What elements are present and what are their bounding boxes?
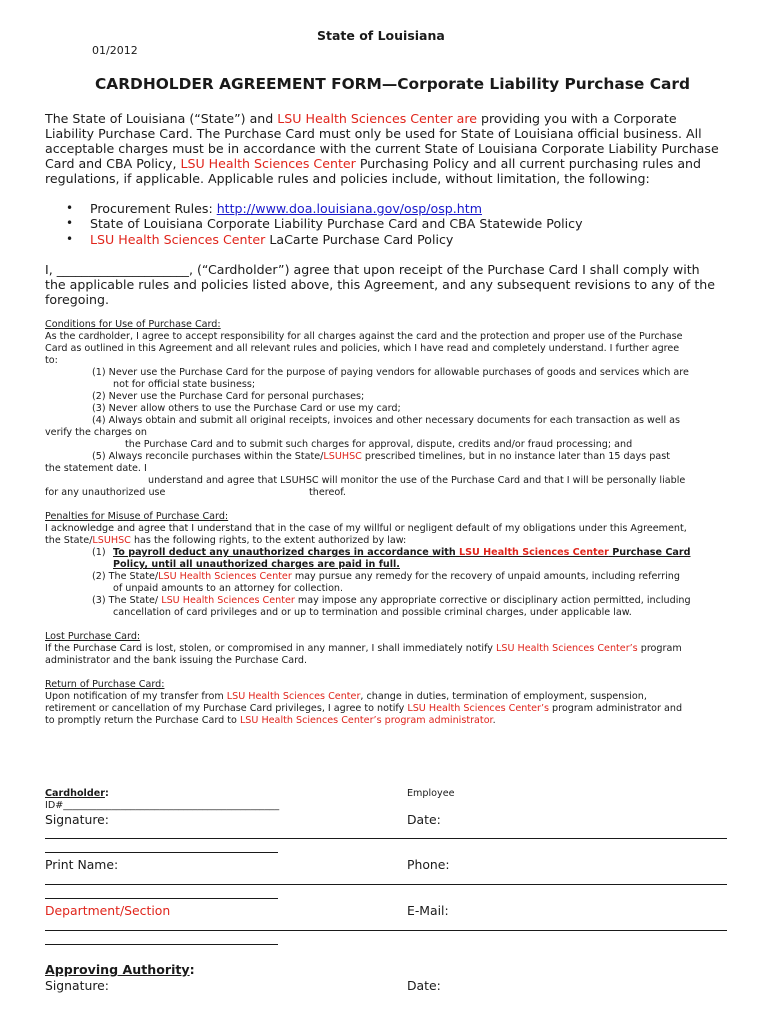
signature-line[interactable]: [45, 838, 727, 839]
email-label: E-Mail:: [407, 903, 449, 918]
penalties-line-2: the State/LSUHSC has the following rights, to the extent authorized by law:: [45, 535, 407, 546]
intro-line-4: Card and CBA Policy, LSU Health Sciences Center Purchasing Policy and all current purchasing rules and: [45, 156, 702, 171]
condition-4c: the Purchase Card and to submit such charges for approval, dispute, credits and/or fraud processing; and: [125, 439, 633, 450]
intro-line-5: regulations, if applicable. Applicable rules and policies include, without limitation, the following:: [45, 171, 650, 186]
lost-card-line-2: administrator and the bank issuing the Purchase Card.: [45, 655, 308, 666]
lost-card-heading: Lost Purchase Card:: [45, 631, 141, 642]
condition-1a: (1) Never use the Purchase Card for the purpose of paying vendors for allowable purchases of goods and services which are: [92, 367, 689, 378]
employee-id-field[interactable]: ID#_____________________________________________: [45, 800, 280, 811]
signature-line-continued[interactable]: [45, 852, 278, 853]
lost-card-line-1: If the Purchase Card is lost, stolen, or compromised in any manner, I shall immediately notify LSU Health Sciences Center’s program: [45, 643, 682, 654]
form-date: 01/2012: [92, 44, 138, 57]
penalty-3a: (3) The State/ LSU Health Sciences Center may impose any appropriate corrective or disciplinary action permitted, including: [92, 595, 691, 606]
bullet-statewide-policy: State of Louisiana Corporate Liability Purchase Card and CBA Statewide Policy: [90, 216, 583, 231]
signature-label: Signature:: [45, 812, 109, 827]
intro-line-2: Liability Purchase Card. The Purchase Card must only be used for State of Louisiana official business. All: [45, 126, 702, 141]
condition-4a: (4) Always obtain and submit all original receipts, invoices and other necessary documents for each transaction as well as: [92, 415, 681, 426]
intro-line-3: acceptable charges must be in accordance with the current State of Louisiana Corporate Liability Purchase: [45, 141, 719, 156]
return-card-line-3: to promptly return the Purchase Card to LSU Health Sciences Center’s program administrator.: [45, 715, 496, 726]
conditions-heading: Conditions for Use of Purchase Card:: [45, 319, 221, 330]
agreement-line-2: the applicable rules and policies listed above, this Agreement, and any subsequent revisions to any of the: [45, 277, 716, 292]
procurement-rules-link[interactable]: http://www.doa.louisiana.gov/osp/osp.htm: [216, 201, 482, 216]
date-label: Date:: [407, 812, 441, 827]
condition-5b: the statement date. I: [45, 463, 147, 474]
department-line[interactable]: [45, 930, 727, 931]
condition-5c: understand and agree that LSUHSC will monitor the use of the Purchase Card and that I will be personally liable: [148, 475, 686, 486]
phone-label: Phone:: [407, 857, 450, 872]
state-heading: State of Louisiana: [317, 28, 445, 43]
department-line-continued[interactable]: [45, 944, 278, 945]
condition-5a: (5) Always reconcile purchases within the State/LSUHSC prescribed timelines, but in no instance later than 15 days past: [92, 451, 670, 462]
bullet-procurement-rules: Procurement Rules: http://www.doa.louisiana.gov/osp/osp.htm: [90, 201, 482, 216]
agreement-line-3: foregoing.: [45, 292, 109, 307]
agreement-line-1: I, _____________________, (“Cardholder”) agree that upon receipt of the Purchase Card I shall comply with: [45, 262, 700, 277]
print-name-label: Print Name:: [45, 857, 119, 872]
condition-4b: verify the charges on: [45, 427, 147, 438]
approving-authority-label: Approving Authority:: [45, 962, 195, 977]
condition-3: (3) Never allow others to use the Purchase Card or use my card;: [92, 403, 401, 414]
conditions-line-3: to:: [45, 355, 58, 366]
return-card-line-1: Upon notification of my transfer from LSU Health Sciences Center, change in duties, termination of employment, suspension,: [45, 691, 647, 702]
condition-5d-b: thereof.: [309, 487, 346, 498]
bullet-dot: •: [66, 216, 74, 230]
bullet-dot: •: [66, 201, 74, 215]
penalty-2b: of unpaid amounts to an attorney for collection.: [113, 583, 344, 594]
penalty-2a: (2) The State/LSU Health Sciences Center may pursue any remedy for the recovery of unpaid amounts, including referring: [92, 571, 680, 582]
condition-1b: not for official state business;: [113, 379, 256, 390]
approver-signature-label: Signature:: [45, 978, 109, 993]
approver-date-label: Date:: [407, 978, 441, 993]
penalty-3b: cancellation of card privileges and or up to termination and possible criminal charges, under applicable law.: [113, 607, 632, 618]
return-card-line-2: retirement or cancellation of my Purchase Card privileges, I agree to notify LSU Health Sciences Center’s program administrator and: [45, 703, 683, 714]
penalty-1-number: (1): [92, 547, 106, 558]
penalties-heading: Penalties for Misuse of Purchase Card:: [45, 511, 229, 522]
department-label: Department/Section: [45, 903, 171, 918]
penalty-1b: Policy, until all unauthorized charges are paid in full.: [113, 559, 400, 570]
return-card-heading: Return of Purchase Card:: [45, 679, 165, 690]
intro-line-1: The State of Louisiana (“State”) and LSU Health Sciences Center are providing you with a Corporate: [45, 111, 677, 126]
condition-5d-a: for any unauthorized use: [45, 487, 166, 498]
page-title: CARDHOLDER AGREEMENT FORM—Corporate Liability Purchase Card: [95, 75, 691, 93]
bullet-dot: •: [66, 232, 74, 246]
cardholder-label: Cardholder:: [45, 788, 109, 799]
bullet-lacarte-policy: LSU Health Sciences Center LaCarte Purchase Card Policy: [90, 232, 454, 247]
print-name-line-continued[interactable]: [45, 898, 278, 899]
employee-label: Employee: [407, 788, 455, 799]
print-name-line[interactable]: [45, 884, 727, 885]
penalties-line-1: I acknowledge and agree that I understand that in the case of my willful or negligent default of my obligations under this Agreement,: [45, 523, 687, 534]
conditions-line-2: Card as outlined in this Agreement and all relevant rules and policies, which I have read and completely understand. I further agree: [45, 343, 680, 354]
conditions-line-1: As the cardholder, I agree to accept responsibility for all charges against the card and the protection and proper use of the Purchase: [45, 331, 683, 342]
condition-2: (2) Never use the Purchase Card for personal purchases;: [92, 391, 365, 402]
penalty-1a: To payroll deduct any unauthorized charges in accordance with LSU Health Sciences Center Purchase Card: [113, 547, 691, 558]
